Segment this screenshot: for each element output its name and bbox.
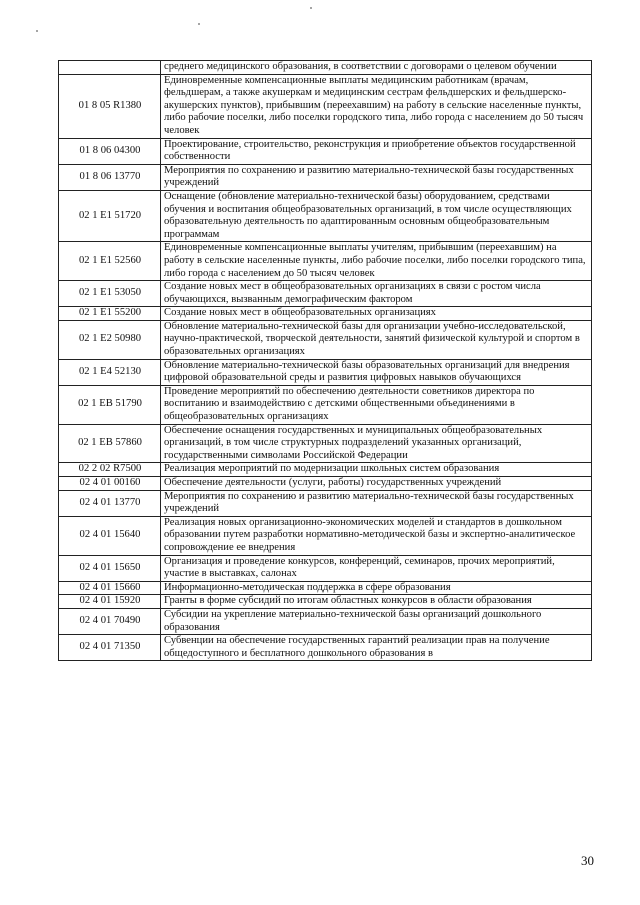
table-row bbox=[59, 635, 592, 661]
scan-speck bbox=[310, 7, 312, 9]
budget-code-cell: 02 1 E1 52560 bbox=[59, 242, 161, 281]
budget-code-cell: 02 4 01 71350 bbox=[59, 635, 161, 661]
description-cell: Создание новых мест в общеобразовательных организациях в связи с ростом числа обучающихся, вызванным демографическим фактором bbox=[161, 281, 592, 307]
table-row bbox=[59, 463, 592, 477]
description-cell: Единовременные компенсационные выплаты медицинским работникам (врачам, фельдшерам, а также акушеркам и медицинским сестрам фельдшерских и фельдшерско-акушерских пунктов), прибывшим (переехавшим) на работу в сельские населенные пункты, либо рабочие поселки, либо поселки городского типа, либо города с населением до 50 тысяч человек bbox=[161, 74, 592, 138]
budget-code-cell: 02 1 E1 51720 bbox=[59, 190, 161, 241]
description-cell: Единовременные компенсационные выплаты учителям, прибывшим (переехавшим) на работу в сельские населенные пункты, либо рабочие поселки, либо поселки городского типа, либо города с населением до 50 тысяч человек bbox=[161, 242, 592, 281]
table-row bbox=[59, 359, 592, 385]
description-cell: Мероприятия по сохранению и развитию материально-технической базы государственных учреждений bbox=[161, 164, 592, 190]
description-cell: Организация и проведение конкурсов, конференций, семинаров, прочих мероприятий, участие в выставках, салонах bbox=[161, 555, 592, 581]
table-row bbox=[59, 164, 592, 190]
description-cell: Мероприятия по сохранению и развитию материально-технической базы государственных учреждений bbox=[161, 490, 592, 516]
budget-code-cell bbox=[59, 61, 161, 75]
budget-code-cell: 01 8 06 04300 bbox=[59, 138, 161, 164]
budget-code-cell: 02 4 01 70490 bbox=[59, 608, 161, 634]
description-cell: Проектирование, строительство, реконструкция и приобретение объектов государственной собственности bbox=[161, 138, 592, 164]
budget-code-cell: 02 1 EB 51790 bbox=[59, 385, 161, 424]
table-body bbox=[59, 61, 592, 661]
description-cell: Гранты в форме субсидий по итогам областных конкурсов в области образования bbox=[161, 595, 592, 609]
table-row bbox=[59, 385, 592, 424]
table-row bbox=[59, 595, 592, 609]
description-cell: Субвенции на обеспечение государственных гарантий реализации прав на получение общедоступного и бесплатного дошкольного образования в bbox=[161, 635, 592, 661]
budget-code-cell: 02 1 E4 52130 bbox=[59, 359, 161, 385]
description-cell: Обеспечение оснащения государственных и муниципальных общеобразовательных организаций, в том числе структурных подразделений указанных организаций, государственными символами Российской Федерации bbox=[161, 424, 592, 463]
table-row bbox=[59, 490, 592, 516]
budget-code-cell: 02 4 01 15920 bbox=[59, 595, 161, 609]
description-cell: Оснащение (обновление материально-технической базы) оборудованием, средствами обучения и воспитания общеобразовательных организаций, в том числе осуществляющих образовательную деятельность по адаптированным основным общеобразовательным программам bbox=[161, 190, 592, 241]
budget-code-cell: 02 4 01 15650 bbox=[59, 555, 161, 581]
budget-code-table bbox=[58, 60, 592, 661]
table-row bbox=[59, 555, 592, 581]
scan-speck bbox=[36, 30, 38, 32]
budget-code-cell: 02 1 E1 53050 bbox=[59, 281, 161, 307]
budget-code-cell: 02 1 E1 55200 bbox=[59, 307, 161, 321]
budget-code-cell: 02 4 01 15640 bbox=[59, 516, 161, 555]
table-row bbox=[59, 477, 592, 491]
description-cell: Создание новых мест в общеобразовательных организациях bbox=[161, 307, 592, 321]
page-number: 30 bbox=[581, 853, 594, 868]
table-row bbox=[59, 320, 592, 359]
description-cell: Обновление материально-технической базы для организации учебно-исследовательской, научно-практической, творческой деятельности, занятий физической культурой и спортом в образовательных организациях bbox=[161, 320, 592, 359]
budget-code-cell: 02 1 EB 57860 bbox=[59, 424, 161, 463]
description-cell: Информационно-методическая поддержка в сфере образования bbox=[161, 581, 592, 595]
table-row bbox=[59, 138, 592, 164]
budget-code-cell: 02 4 01 13770 bbox=[59, 490, 161, 516]
budget-code-cell: 02 4 01 00160 bbox=[59, 477, 161, 491]
table-row bbox=[59, 307, 592, 321]
budget-code-cell: 01 8 05 R1380 bbox=[59, 74, 161, 138]
budget-code-cell: 02 2 02 R7500 bbox=[59, 463, 161, 477]
description-cell: Обеспечение деятельности (услуги, работы) государственных учреждений bbox=[161, 477, 592, 491]
budget-code-cell: 02 4 01 15660 bbox=[59, 581, 161, 595]
description-cell: Субсидии на укрепление материально-технической базы организаций дошкольного образования bbox=[161, 608, 592, 634]
table-row bbox=[59, 581, 592, 595]
table-row bbox=[59, 516, 592, 555]
table-row bbox=[59, 281, 592, 307]
description-cell: Обновление материально-технической базы образовательных организаций для внедрения цифровой образовательной среды и развития цифровых навыков обучающихся bbox=[161, 359, 592, 385]
description-cell: Реализация мероприятий по модернизации школьных систем образования bbox=[161, 463, 592, 477]
table-row bbox=[59, 61, 592, 75]
description-cell: Реализация новых организационно-экономических моделей и стандартов в дошкольном образовании путем разработки нормативно-методической базы и экспертно-аналитическое сопровождение ее внедрения bbox=[161, 516, 592, 555]
table-row bbox=[59, 424, 592, 463]
budget-code-cell: 01 8 06 13770 bbox=[59, 164, 161, 190]
description-cell: Проведение мероприятий по обеспечению деятельности советников директора по воспитанию и взаимодействию с детскими общественными объединениями в общеобразовательных организациях bbox=[161, 385, 592, 424]
table-row bbox=[59, 242, 592, 281]
table-row bbox=[59, 608, 592, 634]
table-row bbox=[59, 74, 592, 138]
description-cell: среднего медицинского образования, в соответствии с договорами о целевом обучении bbox=[161, 61, 592, 75]
table-row bbox=[59, 190, 592, 241]
scan-speck bbox=[198, 23, 200, 25]
budget-code-cell: 02 1 E2 50980 bbox=[59, 320, 161, 359]
